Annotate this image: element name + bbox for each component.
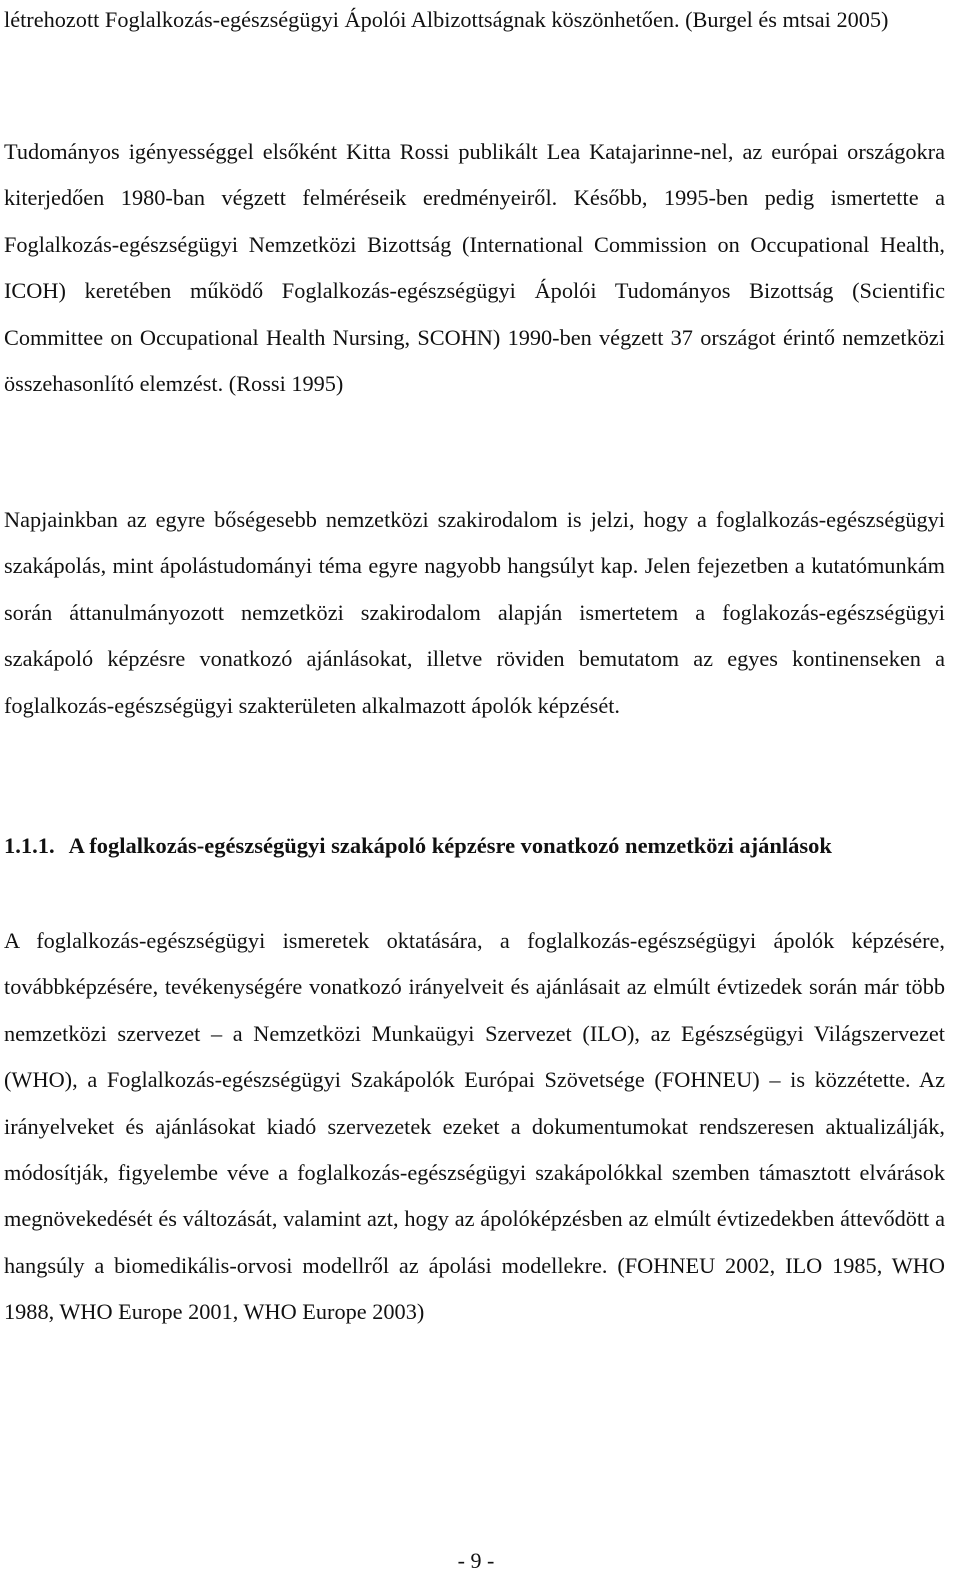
paragraph-3: Napjainkban az egyre bőségesebb nemzetközi szakirodalom is jelzi, hogy a foglalkozás-egészségügyi szakápolás, mint ápolástudományi téma egyre nagyobb hangsúlyt kap. Jelen fejezetben a kutatómunkám során áttanulmányozott nemzetközi szakirodalom alapján ismertetem a foglakozás-egészségügyi szakápoló képzésre vonatkozó ajánlásokat, illetve röviden bemutatom az egyes kontinenseken a foglalkozás-egészségügyi szakterületen alkalmazott ápolók képzését.: [4, 507, 945, 718]
paragraph-4: A foglalkozás-egészségügyi ismeretek oktatására, a foglalkozás-egészségügyi ápolók képzésére, továbbképzésére, tevékenységére vonatkozó irányelveit és ajánlásait az elmúlt évtizedek során már több nemzetközi szervezet – a Nemzetközi Munkaügyi Szervezet (ILO), az Egészségügyi Világszervezet (WHO), a Foglalkozás-egészségügyi Szakápolók Európai Szövetsége (FOHNEU) – is közzétette. Az irányelveket és ajánlásokat kiadó szervezetek ezeket a dokumentumokat rendszeresen aktualizálják, módosítják, figyelembe véve a foglalkozás-egészségügyi szakápolókkal szemben támasztott elvárások megnövekedését és változását, valamint azt, hogy az ápolóképzésben az elmúlt évtizedekben áttevődött a hangsúly a biomedikális-orvosi modellről az ápolási modellekre. (FOHNEU 2002, ILO 1985, WHO 1988, WHO Europe 2001, WHO Europe 2003): [4, 928, 945, 1325]
section-title: A foglalkozás-egészségügyi szakápoló képzésre vonatkozó nemzetközi ajánlások: [68, 833, 832, 858]
page-number: - 9 -: [457, 1548, 495, 1573]
paragraph-2: Tudományos igényességgel elsőként Kitta Rossi publikált Lea Katajarinne-nel, az európai országokra kiterjedően 1980-ban végzett felméréseik eredményeiről. Később, 1995-ben pedig ismertette a Foglalkozás-egészségügyi Nemzetközi Bizottság (International Commission on Occupational Health, ICOH) keretében működő Foglalkozás-egészségügyi Ápolói Tudományos Bizottság (Scientific Committee on Occupational Health Nursing, SCOHN) 1990-ben végzett 37 országot érintő nemzetközi összehasonlító elemzést. (Rossi 1995): [4, 139, 945, 397]
paragraph-1: létrehozott Foglalkozás-egészségügyi Ápolói Albizottságnak köszönhetően. (Burgel és mtsai 2005): [4, 7, 889, 32]
section-number: 1.1.1.: [4, 833, 55, 858]
section-heading: [4, 830, 945, 861]
